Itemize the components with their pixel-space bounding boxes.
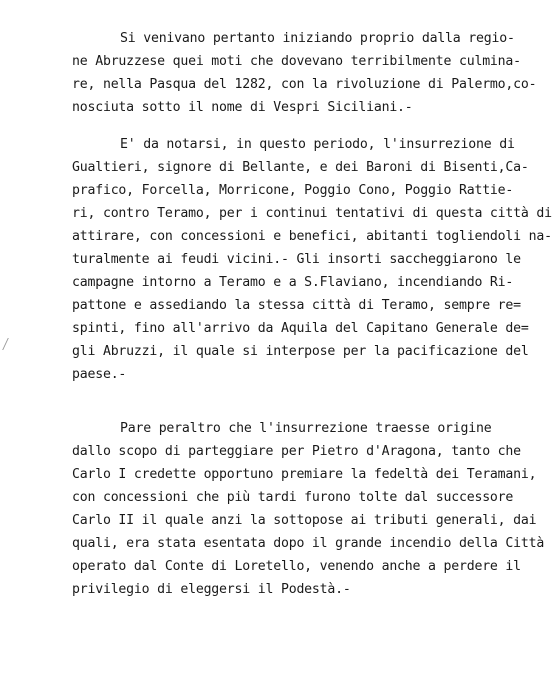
paragraph-3 bbox=[72, 417, 545, 601]
text-line: ne Abruzzese quei moti che dovevano terribilmente culmina- bbox=[72, 54, 521, 69]
text-line: con concessioni che più tardi furono tolte dal successore bbox=[72, 490, 514, 505]
margin-pencil-mark bbox=[2, 338, 17, 350]
text-line: campagne intorno a Teramo e a S.Flaviano, incendiando Ri- bbox=[72, 275, 514, 290]
text-line: attirare, con concessioni e benefici, abitanti togliendoli na- bbox=[72, 229, 552, 244]
text-line: pattone e assediando la stessa città di Teramo, sempre re= bbox=[72, 298, 521, 313]
text-line: privilegio di eleggersi il Podestà.- bbox=[72, 582, 351, 597]
text-line: gli Abruzzi, il quale si interpose per la pacificazione del bbox=[72, 344, 529, 359]
text-line: re, nella Pasqua del 1282, con la rivoluzione di Palermo,co- bbox=[72, 77, 537, 92]
text-line: Carlo I credette opportuno premiare la fedeltà dei Teramani, bbox=[72, 467, 537, 482]
text-line: Carlo II il quale anzi la sottopose ai tributi generali, dai bbox=[72, 513, 537, 528]
text-line: ri, contro Teramo, per i continui tentativi di questa città di bbox=[72, 206, 552, 221]
text-line: E' da notarsi, in questo periodo, l'insurrezione di bbox=[120, 137, 515, 152]
text-line: paese.- bbox=[72, 367, 127, 382]
text-line: nosciuta sotto il nome di Vespri Siciliani.- bbox=[72, 100, 413, 115]
text-line: spinti, fino all'arrivo da Aquila del Capitano Generale de= bbox=[72, 321, 529, 336]
paragraph-1 bbox=[72, 27, 537, 119]
text-line: Gualtieri, signore di Bellante, e dei Baroni di Bisenti,Ca- bbox=[72, 160, 529, 175]
text-line: quali, era stata esentata dopo il grande incendio della Città bbox=[72, 536, 545, 551]
text-line: Pare peraltro che l'insurrezione traesse origine bbox=[120, 421, 492, 436]
text-line: Si venivano pertanto iniziando proprio dalla regio- bbox=[120, 31, 515, 46]
text-line: prafico, Forcella, Morricone, Poggio Cono, Poggio Rattie- bbox=[72, 183, 514, 198]
text-line: operato dal Conte di Loretello, venendo anche a perdere il bbox=[72, 559, 521, 574]
text-line: turalmente ai feudi vicini.- Gli insorti saccheggiarono le bbox=[72, 252, 521, 267]
paragraph-2 bbox=[72, 133, 552, 386]
text-line: dallo scopo di parteggiare per Pietro d'Aragona, tanto che bbox=[72, 444, 521, 459]
